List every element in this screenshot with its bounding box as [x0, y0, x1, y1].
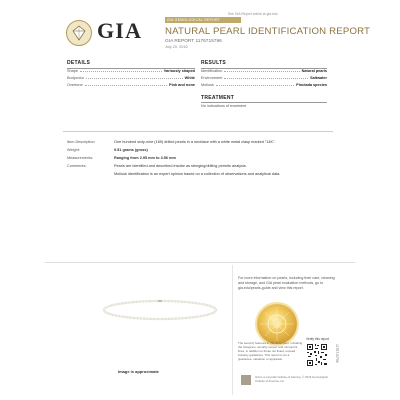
leader-dots [224, 71, 299, 72]
qr-code-icon[interactable] [306, 343, 328, 367]
desc-value: Mollusk identification is an expert opinion based on a collection of observations and analytical data. [114, 172, 281, 176]
leader-dots [85, 85, 167, 86]
results-value: Saltwater [310, 76, 327, 80]
results-row-environment [201, 74, 327, 80]
qr-caption: Verify this report [306, 337, 330, 341]
details-row-bodycolor [67, 74, 195, 80]
details-row-shape [67, 67, 195, 73]
lower-divider [45, 262, 355, 263]
info-panel-rule [232, 265, 233, 395]
hologram-seal-icon [257, 304, 297, 344]
report-title: NATURAL PEARL IDENTIFICATION REPORT [165, 26, 371, 37]
desc-key: Comments: [67, 164, 87, 168]
leader-dots [224, 78, 308, 79]
desc-value: One hundred sixty-nine (169) drilled pearls in a necklace with a white metal clasp marked "14K". [114, 140, 276, 144]
info-text: For more information on pearls, including their care, cleaning and storage, and GIA pearl evaluation methods, go to gia.edu/pearls-guide and view this report. [238, 276, 335, 291]
details-value: White [184, 76, 195, 80]
details-value: Pink and none [169, 83, 195, 87]
treatment-heading: TREATMENT [201, 95, 235, 101]
pearl-necklace-image [100, 290, 220, 330]
report-number: GIA REPORT 1176715796 [165, 39, 222, 44]
results-value: Natural pearls [301, 69, 327, 73]
details-row-overtone [67, 81, 195, 87]
section-divider [63, 131, 333, 132]
gia-logo: GIA [97, 18, 143, 43]
vertical-report-id: 1176715796 [335, 344, 339, 363]
results-key: Environment [201, 76, 223, 80]
report-eyebrow: GIA GEMOLOGICAL REPORT [165, 17, 241, 23]
gia-seal-icon [66, 20, 92, 46]
details-key: Shape [67, 69, 78, 73]
results-key: Mollusk [201, 83, 214, 87]
treatment-rule [201, 102, 327, 103]
desc-key: Item Description: [67, 140, 96, 144]
image-caption: Image is approximate [118, 369, 159, 374]
results-value: Pinctada species [296, 83, 327, 87]
desc-value: Ranging from 2.95 mm to 3.56 mm [114, 156, 176, 160]
details-key: Overtone [67, 83, 83, 87]
leader-dots [80, 71, 162, 72]
gia-mark-icon [241, 375, 251, 385]
report-date: July 20, 2016 [165, 45, 188, 49]
top-note: See GIA Report online at gia.edu [228, 12, 278, 16]
desc-value: 9.51 grams (gross) [114, 148, 148, 152]
desc-value: Pearls are identified and described insofar as stringing/drilling permits analysis. [114, 164, 247, 168]
details-heading: DETAILS [67, 60, 91, 66]
treatment-value: No indications of treatment [201, 104, 247, 108]
results-key: Identification [201, 69, 223, 73]
results-row-mollusk [201, 81, 327, 87]
leader-dots [216, 85, 294, 86]
details-value: Variously shaped [163, 69, 195, 73]
results-heading: RESULTS [201, 60, 227, 66]
leader-dots [86, 78, 183, 79]
security-text: The security features in this document, including the hologram, security screen and microprint lines, in addition to those not listed, exceed industry guidelines. This report is not a guarantee, valuation or appraisal. [238, 341, 303, 361]
desc-key: Weight: [67, 148, 80, 152]
desc-key: Measurements: [67, 156, 94, 160]
footer-text: GIA is a nonprofit institute of learning. © 2016 Gemological Institute of America, Inc. [255, 375, 328, 383]
results-row-identification [201, 67, 327, 73]
details-key: Bodycolor [67, 76, 84, 80]
